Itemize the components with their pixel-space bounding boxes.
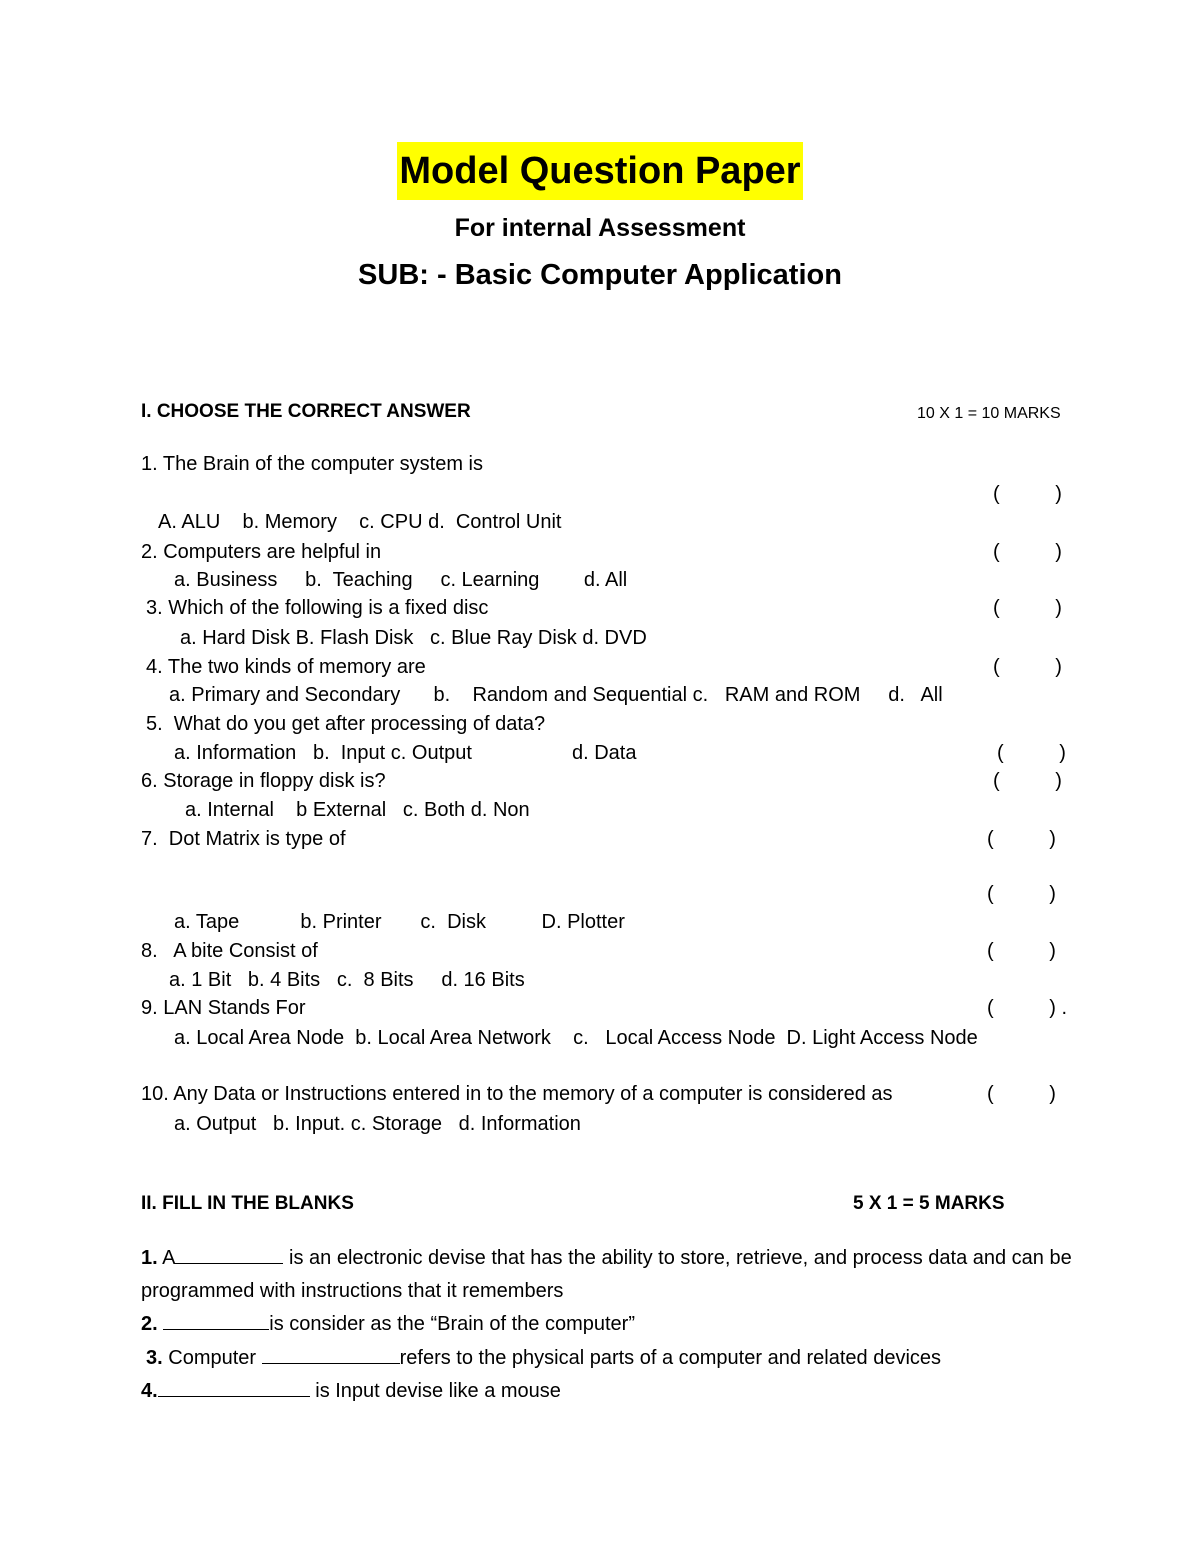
options-9: a. Local Area Node b. Local Area Network c. Local Access Node D. Light Access Node bbox=[174, 1027, 978, 1049]
section2-marks: 5 X 1 = 5 MARKS bbox=[853, 1193, 1005, 1214]
question-5: 5. What do you get after processing of data? bbox=[146, 713, 546, 735]
answer-bracket-8: ( ) bbox=[987, 940, 1056, 962]
section1-marks: 10 X 1 = 10 MARKS bbox=[917, 405, 1061, 422]
blank-line-1 bbox=[175, 1245, 283, 1264]
options-6: a. Internal b External c. Both d. Non bbox=[185, 799, 530, 821]
blank-item-3-number: 3. bbox=[146, 1347, 163, 1369]
blank-item-2-post: is consider as the “Brain of the computer” bbox=[269, 1313, 635, 1335]
answer-bracket-9: ( ) . bbox=[987, 997, 1067, 1019]
answer-bracket-7b: ( ) bbox=[987, 883, 1056, 905]
answer-bracket-6: ( ) bbox=[993, 770, 1062, 792]
blank-item-3-post: refers to the physical parts of a computer and related devices bbox=[399, 1347, 942, 1369]
paper-subtitle: For internal Assessment bbox=[454, 214, 746, 242]
blank-item-1 bbox=[141, 1242, 1129, 1308]
blank-item-2 bbox=[141, 1311, 635, 1336]
answer-bracket-4: ( ) bbox=[993, 656, 1062, 678]
options-2: a. Business b. Teaching c. Learning d. All bbox=[174, 569, 628, 591]
options-4: a. Primary and Secondary b. Random and Sequential c. RAM and ROM d. All bbox=[169, 684, 943, 706]
blank-item-2-number: 2. bbox=[141, 1313, 158, 1335]
answer-bracket-2: ( ) bbox=[993, 541, 1062, 563]
paper-title-text: Model Question Paper bbox=[397, 142, 802, 200]
paper-subject: SUB: - Basic Computer Application bbox=[358, 259, 842, 291]
blank-item-1-number: 1. bbox=[141, 1247, 158, 1269]
blank-item-1-pre: A bbox=[162, 1247, 176, 1269]
blank-item-4-number: 4. bbox=[141, 1380, 158, 1402]
answer-bracket-3: ( ) bbox=[993, 597, 1062, 619]
options-10: a. Output b. Input. c. Storage d. Information bbox=[174, 1113, 581, 1135]
options-3: a. Hard Disk B. Flash Disk c. Blue Ray Disk d. DVD bbox=[180, 627, 647, 649]
question-6: 6. Storage in floppy disk is? bbox=[141, 770, 386, 792]
question-7: 7. Dot Matrix is type of bbox=[141, 828, 346, 850]
question-2: 2. Computers are helpful in bbox=[141, 541, 382, 563]
question-1: 1. The Brain of the computer system is bbox=[141, 453, 484, 475]
question-9: 9. LAN Stands For bbox=[141, 997, 306, 1019]
answer-bracket-5: ( ) bbox=[997, 742, 1066, 764]
blank-item-3-pre: Computer bbox=[168, 1347, 262, 1369]
blank-line-4 bbox=[158, 1378, 310, 1397]
question-3: 3. Which of the following is a fixed disc bbox=[146, 597, 489, 619]
blank-item-4 bbox=[141, 1378, 561, 1403]
answer-bracket-1: ( ) bbox=[993, 483, 1062, 505]
paper-title bbox=[0, 142, 1200, 200]
blank-item-1-post: is an electronic devise that has the ability to store, retrieve, and process data and can be programmed with instructions that it remembers bbox=[141, 1247, 1072, 1302]
options-5: a. Information b. Input c. Output d. Data bbox=[174, 742, 637, 764]
section1-heading: I. CHOOSE THE CORRECT ANSWER bbox=[141, 401, 471, 422]
options-7: a. Tape b. Printer c. Disk D. Plotter bbox=[174, 911, 625, 933]
question-4: 4. The two kinds of memory are bbox=[146, 656, 426, 678]
section2-heading: II. FILL IN THE BLANKS bbox=[141, 1193, 354, 1214]
answer-bracket-10: ( ) bbox=[987, 1083, 1056, 1105]
question-10: 10. Any Data or Instructions entered in to the memory of a computer is considered as bbox=[141, 1083, 893, 1105]
blank-item-3 bbox=[146, 1345, 941, 1370]
question-8: 8. A bite Consist of bbox=[141, 940, 318, 962]
blank-line-3 bbox=[262, 1345, 400, 1364]
options-1: A. ALU b. Memory c. CPU d. Control Unit bbox=[158, 511, 562, 533]
options-8: a. 1 Bit b. 4 Bits c. 8 Bits d. 16 Bits bbox=[169, 969, 525, 991]
blank-line-2 bbox=[163, 1311, 269, 1330]
blank-item-4-post: is Input devise like a mouse bbox=[309, 1380, 561, 1402]
answer-bracket-7a: ( ) bbox=[987, 828, 1056, 850]
